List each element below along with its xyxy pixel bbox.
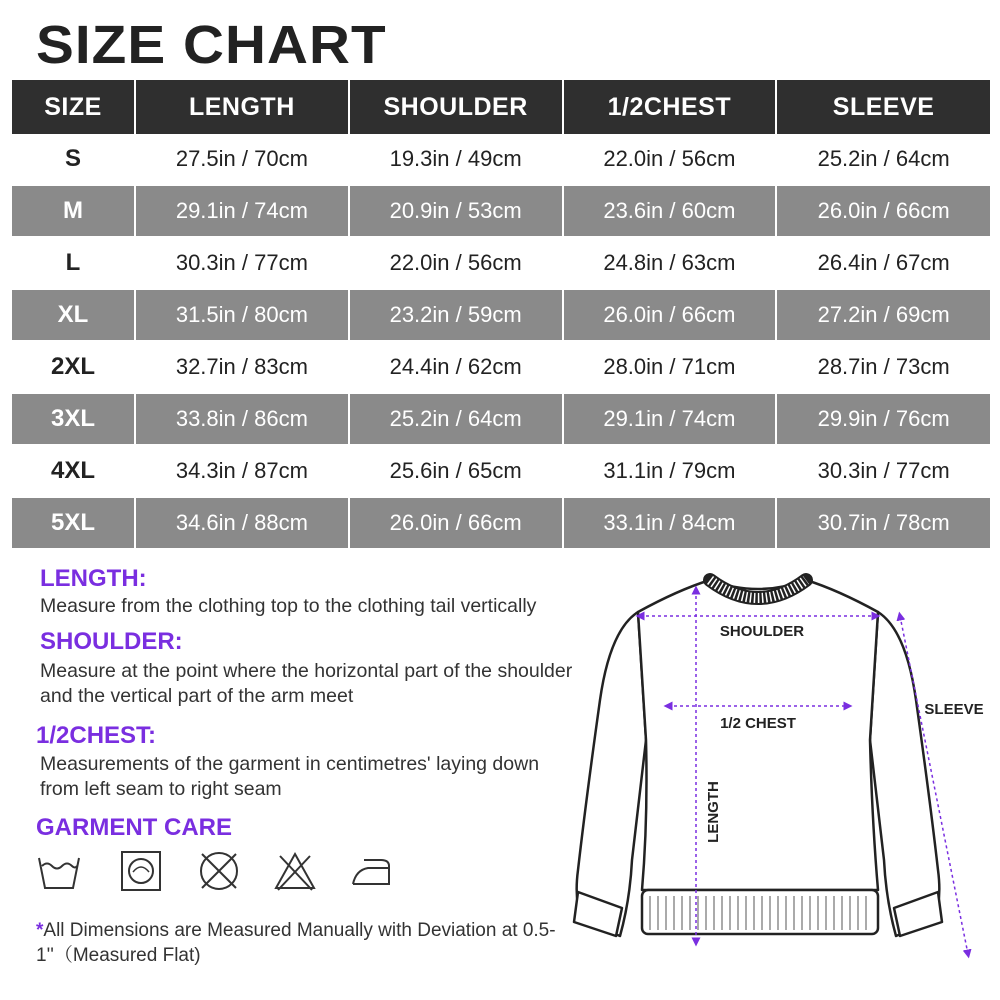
chest-cell: 29.1in / 74cm (563, 394, 777, 444)
sleeve-cell: 28.7in / 73cm (776, 342, 990, 392)
sleeve-cell: 26.4in / 67cm (776, 238, 990, 288)
chest-cell: 23.6in / 60cm (563, 186, 777, 236)
sleeve-cell: 26.0in / 66cm (776, 186, 990, 236)
shoulder-cell: 23.2in / 59cm (349, 290, 563, 340)
tumble-dry-icon (118, 848, 164, 894)
size-cell: L (65, 249, 81, 276)
care-icons (36, 848, 416, 894)
shoulder-cell: 26.0in / 66cm (349, 498, 563, 548)
chest-cell: 24.8in / 63cm (563, 238, 777, 288)
measurement-note (36, 918, 576, 968)
chest-cell: 28.0in / 71cm (563, 342, 777, 392)
length-cell: 34.3in / 87cm (135, 446, 349, 496)
size-cell: 2XL (50, 353, 95, 380)
length-cell: 30.3in / 77cm (135, 238, 349, 288)
size-cell: M (12, 186, 135, 236)
note-asterisk: * (36, 920, 44, 941)
length-label: LENGTH (705, 781, 722, 843)
sleeve-cell: 30.3in / 77cm (776, 446, 990, 496)
table-row (12, 342, 990, 392)
shoulder-description: Measure at the point where the horizontal part of the shoulder and the vertical part of the arm meet (40, 660, 573, 707)
chest-description: Measurements of the garment in centimetres' laying down from left seam to right seam (40, 753, 540, 800)
chest-cell: 31.1in / 79cm (563, 446, 777, 496)
sweatshirt-diagram (560, 560, 990, 990)
header-shoulder: SHOULDER (349, 80, 563, 134)
length-cell: 33.8in / 86cm (135, 394, 349, 444)
shoulder-cell: 22.0in / 56cm (349, 238, 563, 288)
length-description: Measure from the clothing top to the clothing tail vertically (40, 595, 537, 617)
shoulder-label: SHOULDER (719, 623, 805, 640)
table-row (12, 394, 990, 444)
table-row (12, 134, 990, 184)
table-row (12, 290, 990, 340)
table-row (12, 238, 990, 288)
shoulder-cell: 24.4in / 62cm (349, 342, 563, 392)
sleeve-cell: 25.2in / 64cm (776, 134, 990, 184)
sleeve-cell: 27.2in / 69cm (776, 290, 990, 340)
size-cell: S (64, 145, 81, 172)
shoulder-cell: 25.2in / 64cm (349, 394, 563, 444)
length-cell: 27.5in / 70cm (135, 134, 349, 184)
size-cell: 3XL (12, 394, 135, 444)
sleeve-cell: 30.7in / 78cm (776, 498, 990, 548)
length-cell: 32.7in / 83cm (135, 342, 349, 392)
sleeve-cell: 29.9in / 76cm (776, 394, 990, 444)
shoulder-cell: 20.9in / 53cm (349, 186, 563, 236)
iron-icon (348, 848, 394, 894)
garment-care-title: GARMENT CARE (36, 814, 232, 841)
header-chest: 1/2CHEST (563, 80, 777, 134)
chest-cell: 26.0in / 66cm (563, 290, 777, 340)
size-table (12, 80, 990, 548)
table-header-row (12, 80, 990, 134)
do-not-tumble-dry-icon (196, 848, 242, 894)
length-cell: 34.6in / 88cm (135, 498, 349, 548)
table-row (12, 498, 990, 548)
chest-cell: 33.1in / 84cm (563, 498, 777, 548)
chest-label: 1/2 CHEST (720, 715, 796, 732)
header-length: LENGTH (135, 80, 349, 134)
do-not-bleach-icon (272, 848, 318, 894)
chest-title: 1/2CHEST: (36, 722, 157, 749)
shoulder-cell: 25.6in / 65cm (349, 446, 563, 496)
chest-cell: 22.0in / 56cm (563, 134, 777, 184)
table-row (12, 186, 990, 236)
sleeve-label: SLEEVE (924, 701, 984, 718)
wash-30-icon (36, 848, 82, 894)
size-cell: 4XL (50, 457, 95, 484)
shoulder-title: SHOULDER: (40, 628, 183, 655)
table-row (12, 446, 990, 496)
size-cell: XL (12, 290, 135, 340)
note-text: All Dimensions are Measured Manually with Deviation at 0.5-1''（Measured Flat) (36, 920, 556, 966)
length-cell: 29.1in / 74cm (135, 186, 349, 236)
header-size: SIZE (12, 80, 135, 134)
size-cell: 5XL (12, 498, 135, 548)
length-cell: 31.5in / 80cm (135, 290, 349, 340)
page-title: SIZE CHART (36, 15, 387, 75)
length-title: LENGTH: (40, 565, 147, 592)
header-sleeve: SLEEVE (776, 80, 990, 134)
shoulder-cell: 19.3in / 49cm (349, 134, 563, 184)
